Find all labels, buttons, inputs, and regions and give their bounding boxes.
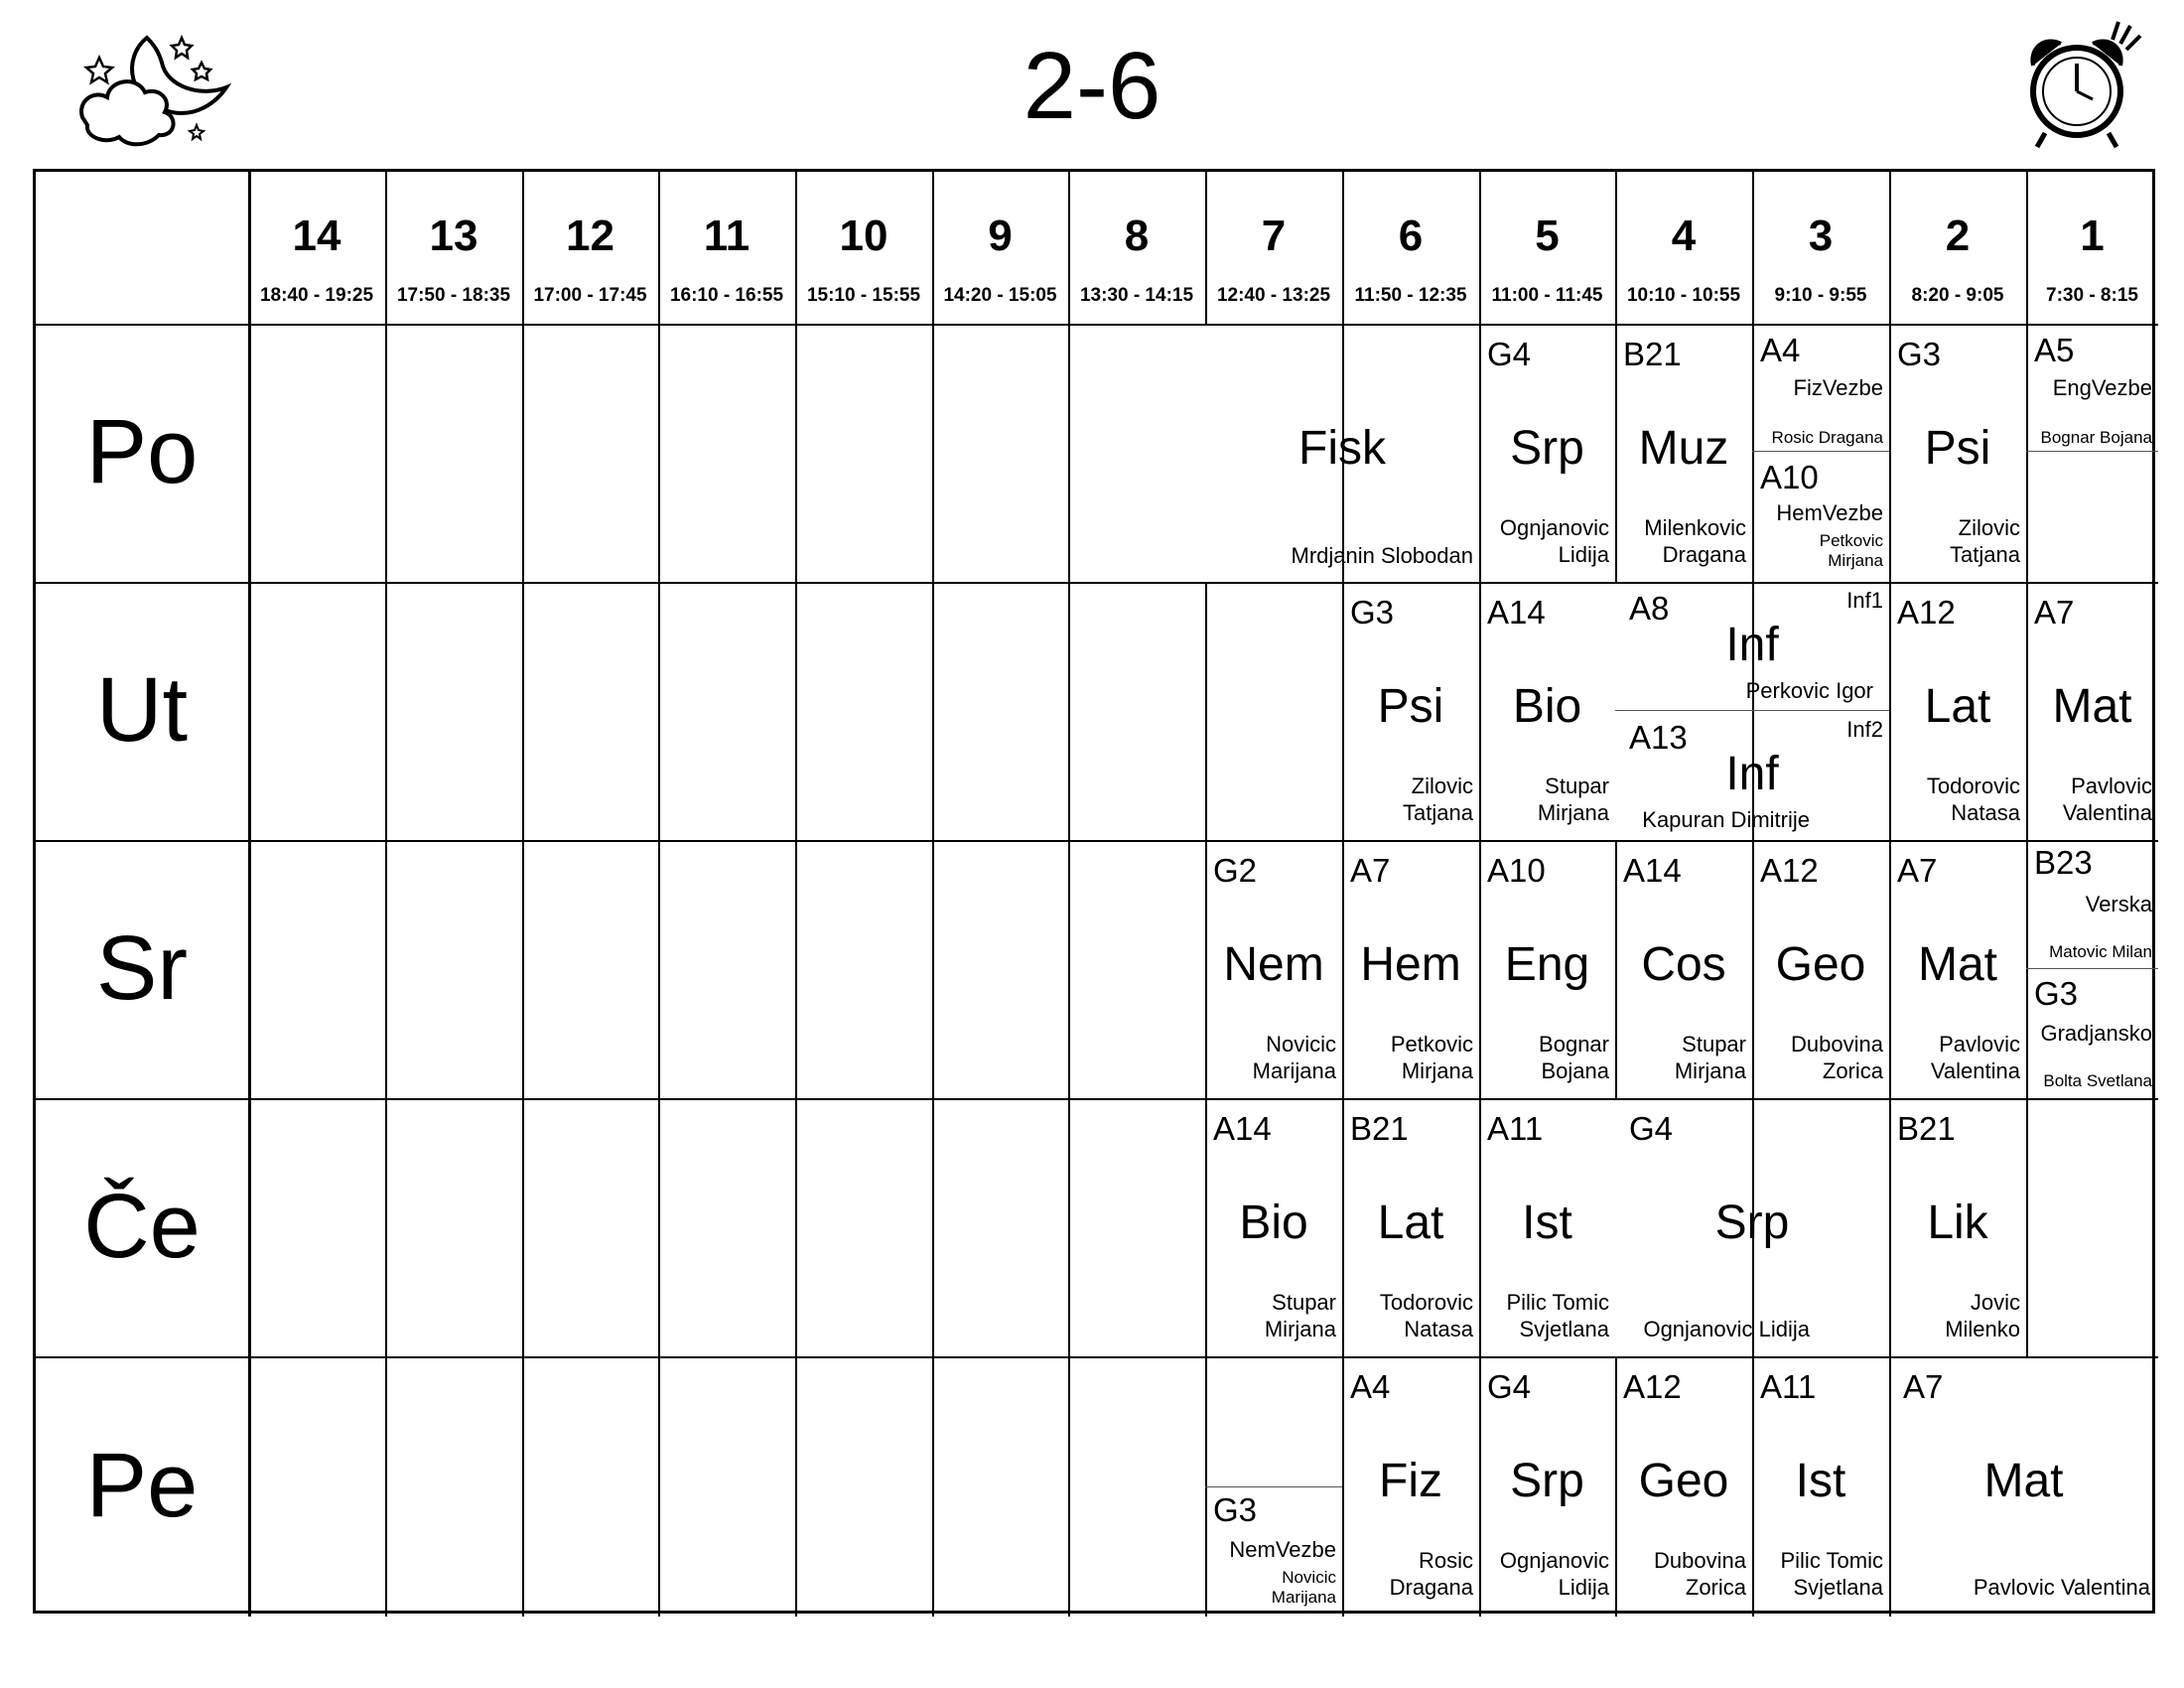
- teacher-name: Valentina: [2062, 800, 2152, 825]
- period-number: 11: [703, 211, 751, 260]
- teacher-name: Dubovina: [1791, 1032, 1883, 1056]
- teacher-name: Petkovic: [1819, 531, 1883, 550]
- room-label: A8: [1629, 590, 1670, 627]
- subject-label: Eng: [1504, 938, 1590, 991]
- room-label: G3: [1897, 336, 1942, 372]
- grid-line: [2026, 451, 2158, 452]
- teacher-name: Pavlovic: [1939, 1032, 2020, 1056]
- room-label: A7: [2034, 594, 2075, 631]
- grid-line: [522, 324, 524, 582]
- grid-line: [1068, 1098, 1070, 1356]
- teacher-name: Ognjanovic Lidija: [1643, 1317, 1810, 1341]
- room-label: A14: [1623, 852, 1682, 889]
- room-label: B21: [1350, 1110, 1409, 1147]
- grid-line: [932, 1098, 934, 1356]
- grid-line: [248, 172, 251, 1617]
- grid-line: [522, 840, 524, 1098]
- subject-label: Geo: [1775, 938, 1866, 991]
- teacher-name: Mrdjanin Slobodan: [1291, 543, 1473, 568]
- subject-label: EngVezbe: [2052, 375, 2152, 400]
- subject-label: HemVezbe: [1776, 500, 1883, 525]
- grid-line: [1205, 1486, 1342, 1487]
- teacher-name: Petkovic: [1390, 1032, 1473, 1056]
- teacher-name: Valentina: [1930, 1058, 2020, 1083]
- room-label: A11: [1487, 1110, 1544, 1147]
- teacher-name: Tatjana: [1950, 542, 2020, 567]
- grid-line: [36, 582, 2158, 584]
- teacher-name: Bolta Svetlana: [2043, 1071, 2152, 1090]
- period-number: 12: [566, 211, 614, 260]
- teacher-name: Pavlovic: [2071, 774, 2152, 798]
- day-label: Ut: [96, 659, 188, 761]
- teacher-name: Todorovic: [1379, 1290, 1473, 1315]
- teacher-name: Pilic Tomic: [1780, 1548, 1883, 1573]
- teacher-name: Mirjana: [1401, 1058, 1473, 1083]
- room-label: A7: [1897, 852, 1938, 889]
- period-number: 1: [2080, 211, 2105, 260]
- grid-line: [658, 324, 660, 582]
- day-label: Po: [85, 401, 199, 502]
- period-time: 17:50 - 18:35: [396, 285, 511, 306]
- teacher-name: Mirjana: [1674, 1058, 1746, 1083]
- teacher-name: Todorovic: [1926, 774, 2020, 798]
- period-time: 13:30 - 14:15: [1079, 285, 1194, 306]
- teacher-name: Mirjana: [1264, 1317, 1336, 1341]
- subject-label: Gradjansko: [2040, 1021, 2152, 1046]
- subject-label: Inf: [1725, 748, 1779, 800]
- grid-line: [2026, 324, 2028, 582]
- room-label: A5: [2034, 332, 2075, 368]
- room-label: G4: [1487, 336, 1532, 372]
- teacher-name: Novicic: [1266, 1032, 1336, 1056]
- room-label: A11: [1760, 1368, 1817, 1405]
- period-number: 13: [429, 211, 478, 260]
- teacher-name: Milenkovic: [1644, 515, 1746, 540]
- grid-line: [795, 324, 797, 582]
- group-label: Inf2: [1846, 717, 1883, 742]
- teacher-name: Mirjana: [1828, 551, 1883, 570]
- day-label: Sr: [96, 917, 188, 1019]
- day-label: Če: [83, 1176, 201, 1277]
- teacher-name: Ognjanovic: [1499, 1548, 1609, 1573]
- teacher-name: Svjetlana: [1519, 1317, 1609, 1341]
- room-label: A7: [1350, 852, 1391, 889]
- period-time: 15:10 - 15:55: [806, 285, 921, 306]
- subject-label: FizVezbe: [1793, 375, 1883, 400]
- teacher-name: Lidija: [1558, 1575, 1609, 1600]
- subject-label: Psi: [1377, 680, 1444, 733]
- period-number: 9: [988, 211, 1013, 260]
- room-label: G4: [1487, 1368, 1532, 1405]
- teacher-name: Milenko: [1945, 1317, 2020, 1341]
- teacher-name: Svjetlana: [1793, 1575, 1883, 1600]
- teacher-name: Dubovina: [1654, 1548, 1746, 1573]
- room-label: G3: [1350, 594, 1395, 631]
- alarm-clock-icon: [2015, 14, 2144, 153]
- period-time: 18:40 - 19:25: [259, 285, 374, 306]
- teacher-name: Zilovic: [1411, 774, 1473, 798]
- subject-label: Mat: [1983, 1455, 2064, 1507]
- subject-label: Ist: [1522, 1196, 1572, 1249]
- room-label: G4: [1629, 1110, 1674, 1147]
- teacher-name: Matovic Milan: [2049, 942, 2152, 961]
- room-label: G3: [2034, 975, 2079, 1012]
- subject-label: Srp: [1510, 422, 1584, 475]
- grid-line: [2026, 968, 2158, 969]
- grid-line: [658, 840, 660, 1098]
- grid-line: [1068, 582, 1070, 840]
- teacher-name: Rosic: [1418, 1548, 1473, 1573]
- teacher-name: Rosic Dragana: [1771, 428, 1883, 447]
- room-label: A10: [1760, 459, 1819, 495]
- teacher-name: Perkovic Igor: [1745, 678, 1873, 703]
- period-time: 14:20 - 15:05: [943, 285, 1057, 306]
- teacher-name: Stupar: [1272, 1290, 1336, 1315]
- room-label: B23: [2034, 844, 2093, 881]
- subject-label: Inf: [1725, 619, 1779, 671]
- moon-stars-cloud-icon: [77, 18, 236, 152]
- grid-line: [795, 1098, 797, 1356]
- grid-line: [36, 840, 2158, 842]
- grid-line: [795, 840, 797, 1098]
- grid-line: [1752, 451, 1889, 452]
- subject-label: Srp: [1714, 1196, 1790, 1249]
- grid-line: [795, 1356, 797, 1617]
- grid-line: [932, 582, 934, 840]
- grid-line: [658, 582, 660, 840]
- teacher-name: Bognar: [1539, 1032, 1609, 1056]
- teacher-name: Kapuran Dimitrije: [1642, 807, 1810, 832]
- grid-line: [36, 324, 2158, 326]
- page-title: 2-6: [1023, 33, 1161, 139]
- grid-line: [385, 1098, 387, 1356]
- period-number: 7: [1261, 211, 1287, 260]
- teacher-name: Zilovic: [1958, 515, 2020, 540]
- room-label: G3: [1213, 1491, 1258, 1528]
- subject-label: Fiz: [1379, 1455, 1442, 1507]
- teacher-name: Lidija: [1558, 542, 1609, 567]
- grid-line: [795, 582, 797, 840]
- subject-label: Verska: [2085, 892, 2152, 916]
- period-number: 3: [1808, 211, 1834, 260]
- period-time: 17:00 - 17:45: [533, 285, 647, 306]
- room-label: A12: [1623, 1368, 1682, 1405]
- period-time: 9:10 - 9:55: [1774, 285, 1867, 306]
- room-label: A4: [1350, 1368, 1391, 1405]
- grid-line: [932, 840, 934, 1098]
- subject-label: Srp: [1510, 1455, 1584, 1507]
- subject-label: Psi: [1924, 422, 1991, 475]
- room-label: A14: [1487, 594, 1546, 631]
- period-time: 11:00 - 11:45: [1491, 285, 1603, 306]
- period-time: 12:40 - 13:25: [1216, 285, 1331, 306]
- subject-label: Nem: [1223, 938, 1324, 991]
- grid-line: [385, 1356, 387, 1617]
- teacher-name: Mirjana: [1537, 800, 1609, 825]
- period-number: 14: [292, 211, 341, 260]
- subject-label: Lat: [1377, 1196, 1444, 1249]
- day-label: Pe: [85, 1435, 199, 1536]
- period-number: 6: [1398, 211, 1424, 260]
- teacher-name: Tatjana: [1403, 800, 1473, 825]
- period-number: 2: [1945, 211, 1971, 260]
- grid-line: [522, 1356, 524, 1617]
- room-label: A12: [1897, 594, 1956, 631]
- teacher-name: Bojana: [1541, 1058, 1609, 1083]
- grid-line: [385, 582, 387, 840]
- grid-line: [1068, 324, 1070, 582]
- grid-line: [932, 1356, 934, 1617]
- teacher-name: Pavlovic Valentina: [1973, 1575, 2150, 1600]
- period-number: 5: [1535, 211, 1560, 260]
- grid-line: [658, 1098, 660, 1356]
- teacher-name: Natasa: [1404, 1317, 1473, 1341]
- teacher-name: Zorica: [1685, 1575, 1746, 1600]
- room-label: A10: [1487, 852, 1546, 889]
- grid-line: [36, 1098, 2158, 1100]
- grid-line: [658, 1356, 660, 1617]
- teacher-name: Bognar Bojana: [2040, 428, 2152, 447]
- room-label: A13: [1629, 719, 1688, 756]
- period-time: 8:20 - 9:05: [1911, 285, 2004, 306]
- teacher-name: Ognjanovic: [1499, 515, 1609, 540]
- grid-line: [1205, 582, 1207, 840]
- teacher-name: Stupar: [1545, 774, 1609, 798]
- grid-line: [522, 1098, 524, 1356]
- subject-label: Mat: [1917, 938, 1997, 991]
- room-label: A14: [1213, 1110, 1272, 1147]
- subject-label: Lat: [1924, 680, 1991, 733]
- subject-label: Hem: [1360, 938, 1461, 991]
- subject-label: Mat: [2052, 680, 2132, 733]
- subject-label: NemVezbe: [1229, 1537, 1336, 1562]
- subject-label: Lik: [1927, 1196, 1988, 1249]
- period-time: 11:50 - 12:35: [1354, 285, 1467, 306]
- teacher-name: Stupar: [1682, 1032, 1746, 1056]
- room-label: B21: [1623, 336, 1682, 372]
- room-label: B21: [1897, 1110, 1956, 1147]
- subject-label: Cos: [1641, 938, 1726, 991]
- subject-label: Geo: [1638, 1455, 1729, 1507]
- teacher-name: Jovic: [1970, 1290, 2020, 1315]
- grid-line: [2026, 1098, 2028, 1356]
- grid-line: [385, 840, 387, 1098]
- grid-line: [1615, 710, 1889, 711]
- period-number: 10: [839, 211, 888, 260]
- room-label: A4: [1760, 332, 1801, 368]
- room-label: A7: [1903, 1368, 1944, 1405]
- subject-label: Ist: [1795, 1455, 1846, 1507]
- teacher-name: Zorica: [1822, 1058, 1883, 1083]
- grid-line: [522, 582, 524, 840]
- teacher-name: Natasa: [1951, 800, 2020, 825]
- room-label: A12: [1760, 852, 1819, 889]
- teacher-name: Marijana: [1271, 1588, 1336, 1607]
- grid-line: [932, 324, 934, 582]
- period-number: 8: [1124, 211, 1150, 260]
- period-time: 10:10 - 10:55: [1626, 285, 1741, 306]
- subject-label: Bio: [1239, 1196, 1308, 1249]
- grid-line: [2026, 840, 2028, 1098]
- room-label: G2: [1213, 852, 1258, 889]
- subject-label: Fisk: [1298, 422, 1386, 475]
- period-number: 4: [1671, 211, 1697, 260]
- period-time: 16:10 - 16:55: [669, 285, 784, 306]
- teacher-name: Dragana: [1662, 542, 1746, 567]
- grid-line: [1068, 840, 1070, 1098]
- period-time: 7:30 - 8:15: [2046, 285, 2138, 306]
- teacher-name: Marijana: [1252, 1058, 1336, 1083]
- teacher-name: Pilic Tomic: [1506, 1290, 1609, 1315]
- timetable-grid: [33, 169, 2155, 1614]
- subject-label: Muz: [1638, 422, 1729, 475]
- grid-line: [1068, 1356, 1070, 1617]
- teacher-name: Dragana: [1389, 1575, 1473, 1600]
- teacher-name: Novicic: [1282, 1568, 1336, 1587]
- grid-line: [36, 1356, 2158, 1358]
- subject-label: Bio: [1512, 680, 1582, 733]
- grid-line: [385, 324, 387, 582]
- group-label: Inf1: [1846, 588, 1883, 613]
